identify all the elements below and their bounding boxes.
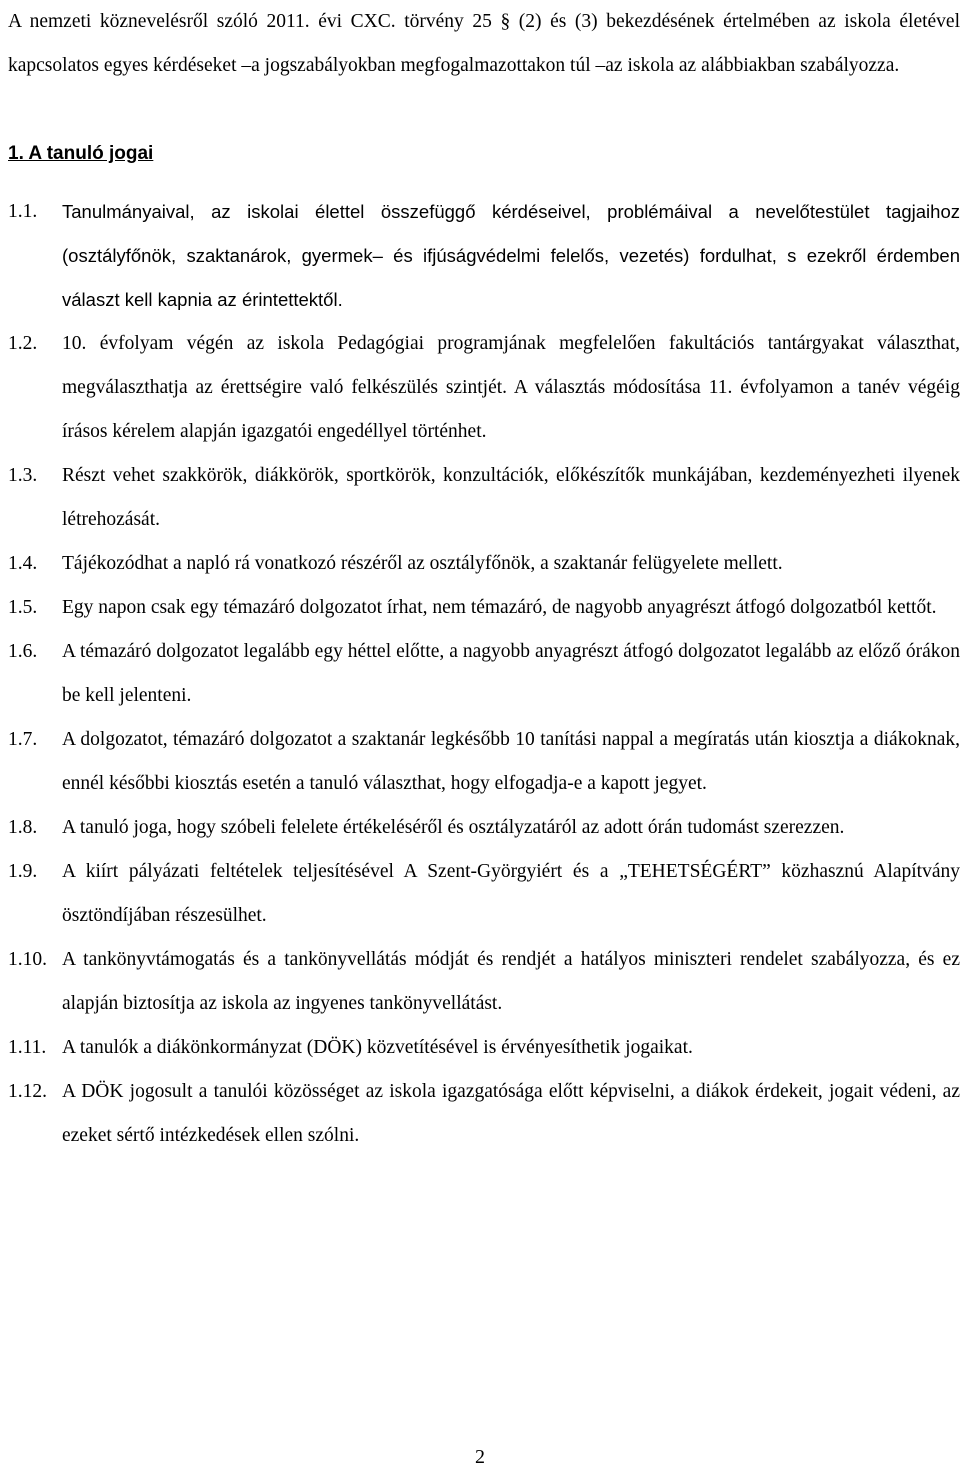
item-text: A DÖK jogosult a tanulói közösséget az iskola igazgatósága előtt képviselni, a diákok érdekeit, jogait védeni, az ezeket sértő intézkedések ellen szólni. [62,1081,960,1146]
list-item [8,718,960,806]
item-number: 1.8. [8,817,38,838]
list-item [8,630,960,718]
item-text: Tájékozódhat a napló rá vonatkozó részéről az osztályfőnök, a szaktanár felügyelete mellett. [62,553,783,574]
item-text: A témazáró dolgozatot legalább egy héttel előtte, a nagyobb anyagrészt átfogó dolgozatot legalább az előző órákon be kell jelenteni. [62,641,960,706]
item-text: A tankönyvtámogatás és a tankönyvellátás módját és rendjét a hatályos miniszteri rendelet szabályozza, és ez alapján biztosítja az iskola az ingyenes tankönyvellátást. [62,949,960,1014]
rights-list [8,190,960,1158]
item-text: Részt vehet szakkörök, diákkörök, sportkörök, konzultációk, előkészítők munkájában, kezdeményezheti ilyenek létrehozását. [62,465,960,530]
item-text: A tanuló joga, hogy szóbeli felelete értékeléséről és osztályzatáról az adott órán tudomást szerezzen. [62,817,845,838]
item-number: 1.1. [8,201,38,222]
item-text: A kiírt pályázati feltételek teljesítésével A Szent-Györgyiért és a „TEHETSÉGÉRT” közhasznú Alapítvány ösztöndíjában részesülhet. [62,861,960,926]
page-number: 2 [475,1446,485,1468]
item-text: A tanulók a diákönkormányzat (DÖK) közvetítésével is érvényesíthetik jogaikat. [62,1037,693,1058]
item-text: Tanulmányaival, az iskolai élettel összefüggő kérdéseivel, problémáival a nevelőtestület tagjaihoz (osztályfőnök, szaktanárok, gyermek– és ifjúságvédelmi felelős, vezetés) fordulhat, s ezekről érdemben választ kell kapnia az érintettektől. [62,201,960,310]
item-number: 1.3. [8,465,38,486]
item-number: 1.10. [8,949,47,970]
list-item [8,1070,960,1158]
list-item [8,454,960,542]
list-item [8,586,960,630]
item-number: 1.7. [8,729,38,750]
section-heading: 1. A tanuló jogai [8,143,154,164]
item-number: 1.6. [8,641,38,662]
list-item [8,1026,960,1070]
item-text: 10. évfolyam végén az iskola Pedagógiai programjának megfelelően fakultációs tantárgyakat választhat, megválaszthatja az érettségire való felkészülés szintjét. A választás módosítása 11. évfolyamon a tanév végéig írásos kérelem alapján igazgatói engedéllyel történhet. [62,333,960,442]
intro-paragraph: A nemzeti köznevelésről szóló 2011. évi CXC. törvény 25 § (2) és (3) bekezdésének értelmében az iskola életével kapcsolatos egyes kérdéseket –a jogszabályokban megfogalmazottakon túl –az iskola az alábbiakban szabályozza. [8,11,960,76]
item-number: 1.2. [8,333,38,354]
list-item [8,542,960,586]
list-item [8,850,960,938]
list-item [8,190,960,322]
list-item [8,806,960,850]
list-item [8,322,960,454]
item-number: 1.11. [8,1037,47,1058]
item-number: 1.9. [8,861,38,882]
item-number: 1.5. [8,597,38,618]
list-item [8,938,960,1026]
item-text: Egy napon csak egy témazáró dolgozatot írhat, nem témazáró, de nagyobb anyagrészt átfogó dolgozatból kettőt. [62,597,937,618]
item-text: A dolgozatot, témazáró dolgozatot a szaktanár legkésőbb 10 tanítási nappal a megíratás után kiosztja a diákoknak, ennél későbbi kiosztás esetén a tanuló választhat, hogy elfogadja-e a kapott jegyet. [62,729,960,794]
item-number: 1.4. [8,553,38,574]
item-number: 1.12. [8,1081,47,1102]
